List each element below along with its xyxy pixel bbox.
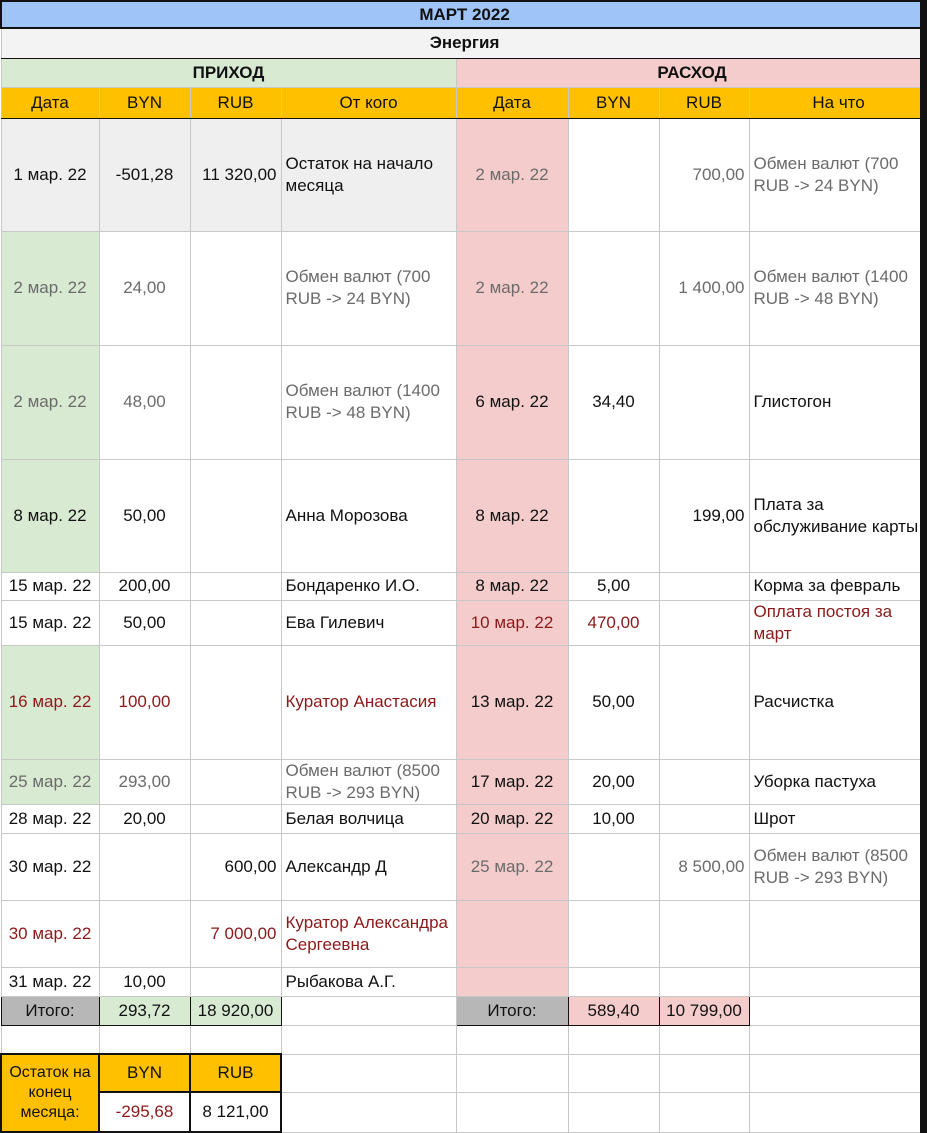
income-from-cell[interactable]: Куратор Александра Сергеевна xyxy=(281,900,456,967)
income-date-cell[interactable]: 30 мар. 22 xyxy=(1,833,99,900)
income-from-cell[interactable]: Обмен валют (1400 RUB -> 48 BYN) xyxy=(281,345,456,459)
expense-date-cell[interactable]: 10 мар. 22 xyxy=(456,600,568,645)
empty-cell[interactable] xyxy=(568,1092,659,1132)
table-row xyxy=(1,345,927,459)
income-byn-cell[interactable]: 50,00 xyxy=(99,459,190,572)
table-row xyxy=(1,600,927,645)
table-row xyxy=(1,572,927,600)
income-byn-cell[interactable]: 100,00 xyxy=(99,645,190,759)
balance-rub-header: RUB xyxy=(190,1054,281,1092)
expense-for-cell[interactable]: Обмен валют (1400 RUB -> 48 BYN) xyxy=(749,231,927,345)
expense-for-cell[interactable]: Глистогон xyxy=(749,345,927,459)
income-date-cell[interactable]: 2 мар. 22 xyxy=(1,231,99,345)
income-byn-cell[interactable] xyxy=(99,900,190,967)
expense-for-cell[interactable]: Обмен валют (8500 RUB -> 293 BYN) xyxy=(749,833,927,900)
income-from-cell[interactable]: Рыбакова А.Г. xyxy=(281,967,456,996)
income-total-byn[interactable]: 293,72 xyxy=(99,996,190,1025)
empty-cell[interactable] xyxy=(749,1092,927,1132)
income-from-cell[interactable]: Бондаренко И.О. xyxy=(281,572,456,600)
income-rub-cell[interactable] xyxy=(190,231,281,345)
sheet-right-border xyxy=(920,0,927,1133)
income-from-cell[interactable]: Александр Д xyxy=(281,833,456,900)
expense-byn-cell[interactable] xyxy=(568,967,659,996)
expense-byn-cell[interactable]: 470,00 xyxy=(568,600,659,645)
empty-cell[interactable] xyxy=(281,996,456,1025)
expense-byn-cell[interactable] xyxy=(568,900,659,967)
empty-cell[interactable] xyxy=(1,1025,99,1054)
balance-label: Остаток на конец месяца: xyxy=(1,1054,99,1132)
expense-for-cell[interactable] xyxy=(749,967,927,996)
empty-cell[interactable] xyxy=(99,1025,190,1054)
balance-value-row xyxy=(1,1092,927,1132)
expense-date-cell[interactable]: 13 мар. 22 xyxy=(456,645,568,759)
expense-total-label: Итого: xyxy=(456,996,568,1025)
income-date-cell[interactable]: 25 мар. 22 xyxy=(1,759,99,804)
empty-cell[interactable] xyxy=(190,1025,281,1054)
empty-cell[interactable] xyxy=(659,1092,749,1132)
expense-date-cell[interactable]: 2 мар. 22 xyxy=(456,231,568,345)
balance-header-row xyxy=(1,1054,927,1092)
income-byn-cell[interactable] xyxy=(99,833,190,900)
income-byn-cell[interactable]: 48,00 xyxy=(99,345,190,459)
expense-rub-cell[interactable]: 700,00 xyxy=(659,118,749,231)
expense-for-cell[interactable] xyxy=(749,900,927,967)
expense-rub-cell[interactable] xyxy=(659,900,749,967)
expense-for-cell[interactable]: Плата за обслуживание карты xyxy=(749,459,927,572)
income-byn-cell[interactable]: 24,00 xyxy=(99,231,190,345)
table-row xyxy=(1,900,927,967)
table-row xyxy=(1,459,927,572)
income-from-cell[interactable]: Остаток на начало месяца xyxy=(281,118,456,231)
income-rub-cell[interactable] xyxy=(190,967,281,996)
expense-byn-cell[interactable] xyxy=(568,459,659,572)
expense-for-cell[interactable]: Оплата постоя за март xyxy=(749,600,927,645)
income-rub-cell[interactable] xyxy=(190,759,281,804)
empty-cell[interactable] xyxy=(749,1025,927,1054)
income-byn-cell[interactable]: 293,00 xyxy=(99,759,190,804)
table-row xyxy=(1,231,927,345)
expense-rub-cell[interactable] xyxy=(659,967,749,996)
table-row xyxy=(1,833,927,900)
expense-section-header: РАСХОД xyxy=(456,58,927,87)
expense-col-byn[interactable]: BYN xyxy=(568,87,659,118)
income-col-byn[interactable]: BYN xyxy=(99,87,190,118)
table-row xyxy=(1,118,927,231)
expense-rub-cell[interactable] xyxy=(659,645,749,759)
income-rub-cell[interactable] xyxy=(190,645,281,759)
income-byn-cell[interactable]: 200,00 xyxy=(99,572,190,600)
table-row xyxy=(1,645,927,759)
expense-for-cell[interactable]: Корма за февраль xyxy=(749,572,927,600)
table-row xyxy=(1,804,927,833)
income-date-cell[interactable]: 1 мар. 22 xyxy=(1,118,99,231)
empty-cell[interactable] xyxy=(456,1054,568,1092)
income-rub-cell[interactable] xyxy=(190,600,281,645)
expense-byn-cell[interactable] xyxy=(568,231,659,345)
expense-rub-cell[interactable] xyxy=(659,345,749,459)
income-date-cell[interactable]: 28 мар. 22 xyxy=(1,804,99,833)
income-date-cell[interactable]: 30 мар. 22 xyxy=(1,900,99,967)
income-col-from[interactable]: От кого xyxy=(281,87,456,118)
expense-date-cell[interactable] xyxy=(456,900,568,967)
expense-date-cell[interactable]: 17 мар. 22 xyxy=(456,759,568,804)
expense-date-cell[interactable]: 2 мар. 22 xyxy=(456,118,568,231)
expense-date-cell[interactable]: 20 мар. 22 xyxy=(456,804,568,833)
expense-date-cell[interactable]: 8 мар. 22 xyxy=(456,572,568,600)
empty-cell[interactable] xyxy=(568,1025,659,1054)
expense-total-byn[interactable]: 589,40 xyxy=(568,996,659,1025)
income-from-cell[interactable]: Куратор Анастасия xyxy=(281,645,456,759)
income-rub-cell[interactable]: 7 000,00 xyxy=(190,900,281,967)
expense-total-rub[interactable]: 10 799,00 xyxy=(659,996,749,1025)
income-byn-cell[interactable]: 10,00 xyxy=(99,967,190,996)
expense-col-for[interactable]: На что xyxy=(749,87,927,118)
expense-rub-cell[interactable] xyxy=(659,572,749,600)
expense-date-cell[interactable]: 8 мар. 22 xyxy=(456,459,568,572)
income-byn-cell[interactable]: 20,00 xyxy=(99,804,190,833)
expense-date-cell[interactable]: 6 мар. 22 xyxy=(456,345,568,459)
income-section-header: ПРИХОД xyxy=(1,58,456,87)
expense-rub-cell[interactable]: 199,00 xyxy=(659,459,749,572)
table-row xyxy=(1,759,927,804)
expense-byn-cell[interactable]: 5,00 xyxy=(568,572,659,600)
income-col-rub[interactable]: RUB xyxy=(190,87,281,118)
expense-rub-cell[interactable] xyxy=(659,804,749,833)
expense-date-cell[interactable] xyxy=(456,967,568,996)
balance-byn-value[interactable]: -295,68 xyxy=(99,1092,190,1132)
income-from-cell[interactable]: Анна Морозова xyxy=(281,459,456,572)
income-rub-cell[interactable]: 11 320,00 xyxy=(190,118,281,231)
expense-rub-cell[interactable]: 1 400,00 xyxy=(659,231,749,345)
empty-cell[interactable] xyxy=(749,1054,927,1092)
expense-col-rub[interactable]: RUB xyxy=(659,87,749,118)
expense-rub-cell[interactable]: 8 500,00 xyxy=(659,833,749,900)
income-date-cell[interactable]: 31 мар. 22 xyxy=(1,967,99,996)
expense-for-cell[interactable]: Обмен валют (700 RUB -> 24 BYN) xyxy=(749,118,927,231)
income-date-cell[interactable]: 8 мар. 22 xyxy=(1,459,99,572)
expense-for-cell[interactable]: Расчистка xyxy=(749,645,927,759)
balance-byn-header: BYN xyxy=(99,1054,190,1092)
income-total-rub[interactable]: 18 920,00 xyxy=(190,996,281,1025)
income-byn-cell[interactable]: 50,00 xyxy=(99,600,190,645)
empty-cell[interactable] xyxy=(281,1092,456,1132)
expense-byn-cell[interactable]: 34,40 xyxy=(568,345,659,459)
expense-for-cell[interactable]: Уборка пастуха xyxy=(749,759,927,804)
income-rub-cell[interactable] xyxy=(190,459,281,572)
spacer-row xyxy=(1,1025,927,1054)
income-byn-cell[interactable]: -501,28 xyxy=(99,118,190,231)
income-date-cell[interactable]: 2 мар. 22 xyxy=(1,345,99,459)
expense-byn-cell[interactable] xyxy=(568,118,659,231)
income-from-cell[interactable]: Ева Гилевич xyxy=(281,600,456,645)
expense-byn-cell[interactable]: 20,00 xyxy=(568,759,659,804)
empty-cell[interactable] xyxy=(749,996,927,1025)
empty-cell[interactable] xyxy=(659,1025,749,1054)
income-from-cell[interactable]: Белая волчица xyxy=(281,804,456,833)
income-rub-cell[interactable] xyxy=(190,572,281,600)
balance-rub-value[interactable]: 8 121,00 xyxy=(190,1092,281,1132)
empty-cell[interactable] xyxy=(568,1054,659,1092)
empty-cell[interactable] xyxy=(281,1054,456,1092)
empty-cell[interactable] xyxy=(659,1054,749,1092)
income-rub-cell[interactable] xyxy=(190,804,281,833)
expense-for-cell[interactable]: Шрот xyxy=(749,804,927,833)
empty-cell[interactable] xyxy=(456,1025,568,1054)
expense-byn-cell[interactable]: 50,00 xyxy=(568,645,659,759)
expense-rub-cell[interactable] xyxy=(659,600,749,645)
empty-cell[interactable] xyxy=(281,1025,456,1054)
income-from-cell[interactable]: Обмен валют (700 RUB -> 24 BYN) xyxy=(281,231,456,345)
income-rub-cell[interactable]: 600,00 xyxy=(190,833,281,900)
expense-byn-cell[interactable]: 10,00 xyxy=(568,804,659,833)
expense-date-cell[interactable]: 25 мар. 22 xyxy=(456,833,568,900)
expense-col-date[interactable]: Дата xyxy=(456,87,568,118)
income-date-cell[interactable]: 15 мар. 22 xyxy=(1,572,99,600)
expense-byn-cell[interactable] xyxy=(568,833,659,900)
income-from-cell[interactable]: Обмен валют (8500 RUB -> 293 BYN) xyxy=(281,759,456,804)
income-total-label: Итого: xyxy=(1,996,99,1025)
income-col-date[interactable]: Дата xyxy=(1,87,99,118)
table-row xyxy=(1,967,927,996)
empty-cell[interactable] xyxy=(456,1092,568,1132)
income-date-cell[interactable]: 16 мар. 22 xyxy=(1,645,99,759)
income-date-cell[interactable]: 15 мар. 22 xyxy=(1,600,99,645)
fund-name: Энергия xyxy=(1,28,927,58)
income-rub-cell[interactable] xyxy=(190,345,281,459)
totals-row xyxy=(1,996,927,1025)
month-title: МАРТ 2022 xyxy=(1,1,927,28)
expense-rub-cell[interactable] xyxy=(659,759,749,804)
